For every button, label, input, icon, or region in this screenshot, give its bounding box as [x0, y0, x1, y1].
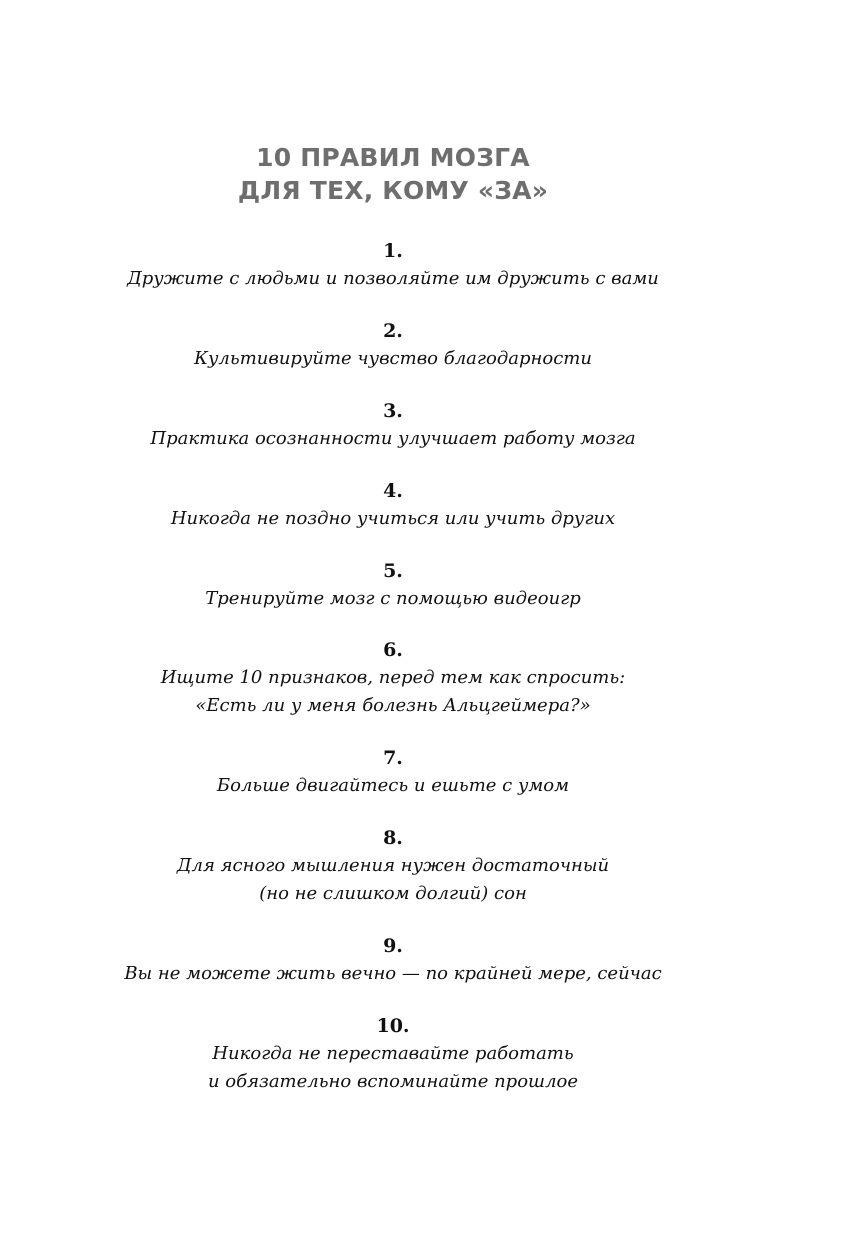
rule-text: Дружите с людьми и позволяйте им дружить с вами: [127, 268, 659, 289]
rule-number: 9.: [383, 935, 403, 957]
rule-10: [0, 1012, 786, 1096]
rule-text-continued: «Есть ли у меня болезнь Альцгеймера?»: [195, 695, 591, 716]
rule-number: 6.: [383, 639, 403, 661]
rule-text: Тренируйте мозг с помощью видеоигр: [205, 588, 581, 609]
rule-number: 1.: [383, 240, 403, 262]
rule-text: Никогда не переставайте работать: [212, 1043, 574, 1064]
rule-8: [0, 824, 786, 908]
rule-text-continued: (но не слишком долгий) сон: [259, 883, 527, 904]
rule-9: [0, 932, 786, 988]
rule-number: 3.: [383, 400, 403, 422]
rule-text: Никогда не поздно учиться или учить других: [170, 508, 616, 529]
rule-3: [0, 397, 786, 453]
rule-text: Ищите 10 признаков, перед тем как спросить:: [160, 667, 626, 688]
rule-6: [0, 636, 786, 720]
rule-2: [0, 317, 786, 373]
rule-text-continued: и обязательно вспоминайте прошлое: [207, 1071, 579, 1092]
rule-text: Больше двигайтесь и ешьте с умом: [216, 775, 570, 796]
rule-number: 10.: [376, 1015, 410, 1037]
rule-number: 2.: [383, 320, 403, 342]
rule-number: 5.: [383, 560, 403, 582]
rule-number: 7.: [383, 747, 403, 769]
page-title-line-2: ДЛЯ ТЕХ, КОМУ «ЗА»: [237, 176, 549, 205]
rule-5: [0, 557, 786, 613]
rule-text: Практика осознанности улучшает работу мозга: [150, 428, 636, 449]
rule-1: [0, 237, 786, 293]
page-title-line-1: 10 ПРАВИЛ МОЗГА: [256, 143, 530, 172]
rule-7: [0, 744, 786, 800]
rule-text: Вы не можете жить вечно — по крайней мере, сейчас: [124, 963, 662, 984]
rule-number: 8.: [383, 827, 403, 849]
rule-text: Для ясного мышления нужен достаточный: [176, 855, 610, 876]
rule-number: 4.: [383, 480, 403, 502]
rule-text: Культивируйте чувство благодарности: [194, 348, 592, 369]
rule-4: [0, 477, 786, 533]
